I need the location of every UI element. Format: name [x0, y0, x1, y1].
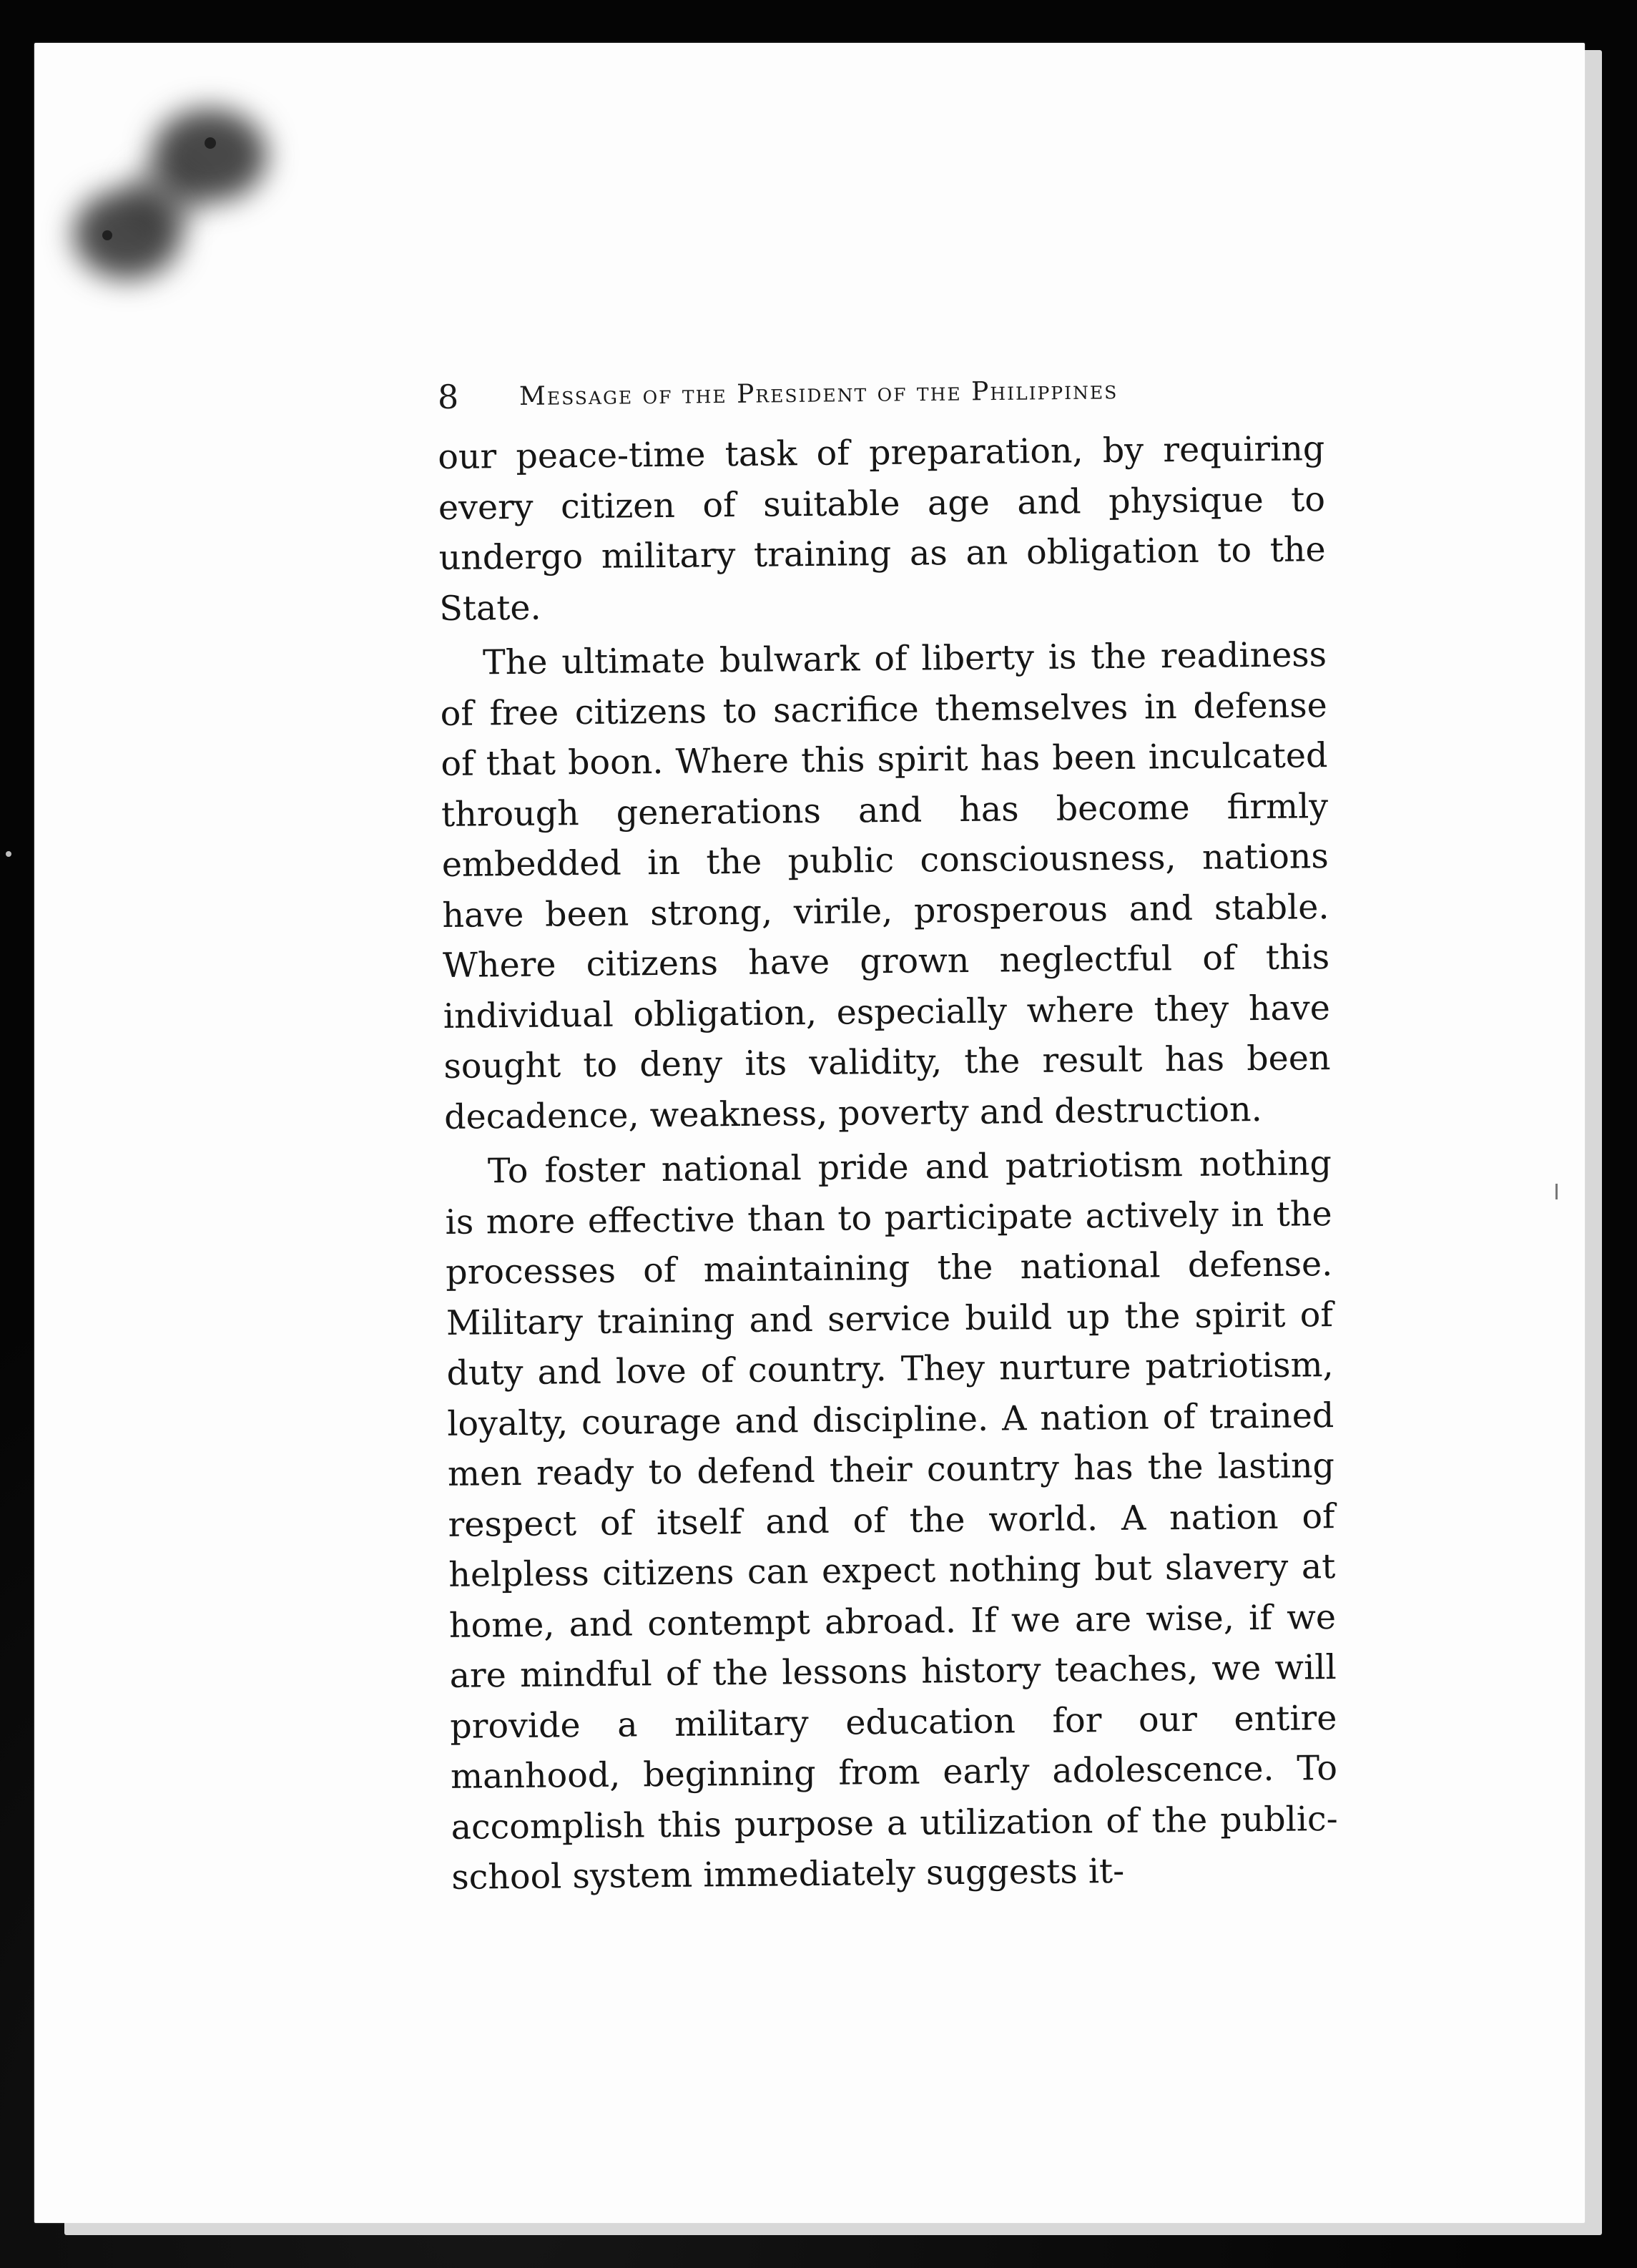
body-text: [438, 424, 1339, 1903]
ink-smudge-center: [102, 230, 112, 240]
paragraph: our peace-time task of preparation, by requiring every citizen of suitable age and physique to undergo military training as an obligation to the State.: [438, 429, 1326, 629]
paragraph: To foster national pride and patriotism nothing is more effective than to participate actively in the processes of maintaining the national defense. Military training and service build up the spirit of duty and love of country. They nurture patriotism, loyalty, courage and discipline. A nation of trained men ready to defend their country has the lasting respect of itself and of the world. A nation of helpless citizens can expect nothing but slavery at home, and contempt abroad. If we are wise, if we are mindful of the lessons history teaches, we will provide a military education for our entire manhood, beginning from early adolescence. To accomplish this purpose a utilization of the public-school system immediately suggests it-: [445, 1144, 1338, 1898]
ink-smudge: [152, 109, 267, 202]
paragraph: The ultimate bulwark of liberty is the readiness of free citizens to sacrifice themselves in defense of that boon. Where this spirit has been inculcated through generations and has become firmly embedded in the public consciousness, nations have been strong, virile, prosperous and stable. Where citizens have grown neglectful of this individual obligation, especially where they have sought to deny its validity, the result has been decadence, weakness, poverty and destruction.: [440, 635, 1331, 1137]
running-title: Message of the President of the Philippines: [518, 375, 1119, 411]
margin-mark: [1555, 1184, 1558, 1199]
ink-smudge: [74, 190, 181, 279]
page-number: 8: [438, 378, 459, 416]
ink-smudge-center: [205, 137, 216, 149]
page-header: [438, 368, 1332, 426]
scan-speck: [6, 851, 11, 857]
